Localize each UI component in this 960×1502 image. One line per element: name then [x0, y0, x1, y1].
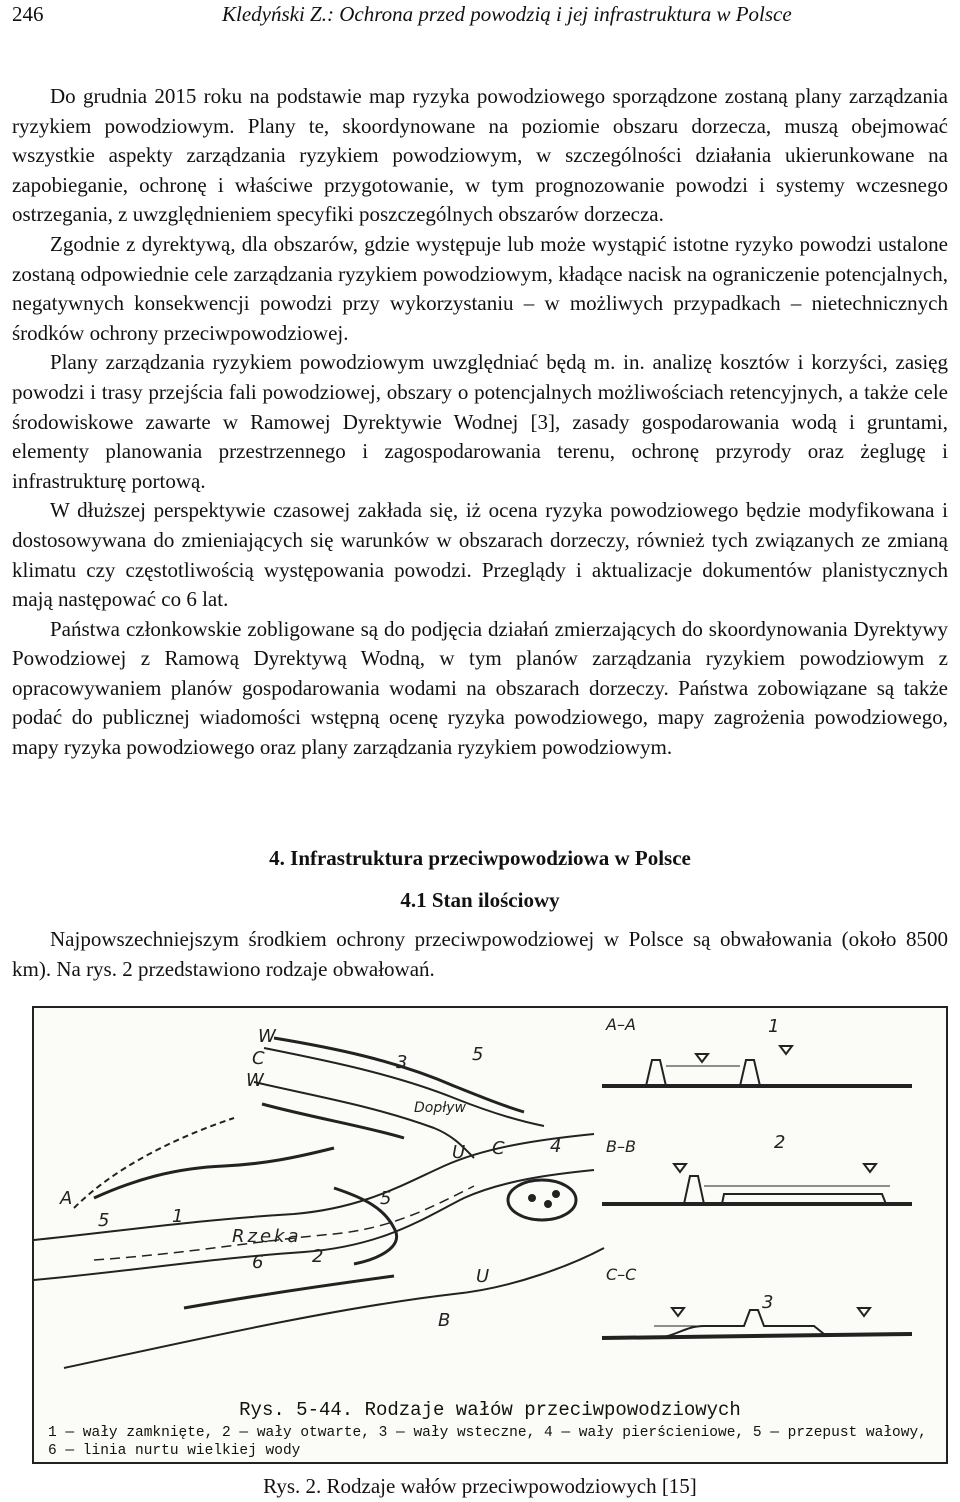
label-5: 5	[380, 1188, 392, 1209]
label-u: U	[452, 1142, 466, 1163]
section-number: 3	[762, 1292, 774, 1313]
levee-drawing	[34, 1008, 946, 1398]
paragraph: W dłuższej perspektywie czasowej zakłada się, iż ocena ryzyka powodziowego będzie modyfikowana i dostosowywana do zmieniających się warunków w obszarach dorzeczy, również tych związanych ze zmianą klimatu czy częstotliwością występowania powodzi. Przeglądy i aktualizacje dokumentów planistycznych mają następować co 6 lat.	[12, 498, 948, 612]
subsection-heading: 4.1 Stan ilościowy	[400, 888, 560, 912]
levee-open	[184, 1276, 394, 1308]
running-header	[12, 0, 948, 28]
label-2: 2	[312, 1246, 324, 1267]
section-label: C–C	[606, 1265, 637, 1284]
section-number: 1	[768, 1016, 780, 1037]
label-3: 3	[396, 1052, 408, 1073]
levee-closed	[94, 1148, 334, 1198]
label-5: 5	[98, 1210, 110, 1231]
ring-levee-house	[529, 1195, 535, 1201]
headings	[12, 838, 948, 922]
label-c: C	[252, 1048, 265, 1069]
ring-levee-house	[553, 1191, 559, 1197]
label-doplyw: Dopływ	[414, 1100, 466, 1116]
figure-caption: Rys. 2. Rodzaje wałów przeciwpowodziowych [15]	[263, 1474, 697, 1498]
section-text	[12, 924, 948, 984]
ring-levee-house	[545, 1201, 551, 1207]
levee-figure	[32, 1006, 948, 1464]
cross-section-b-b	[602, 1132, 912, 1204]
label-w: W	[258, 1026, 276, 1047]
ground-line	[602, 1176, 912, 1204]
label-w: W	[246, 1070, 264, 1091]
label-1: 1	[172, 1206, 184, 1227]
label-c: C	[492, 1138, 505, 1159]
section-hatch	[602, 1334, 912, 1338]
valley-edge-north	[74, 1118, 234, 1208]
ground-line	[602, 1060, 912, 1086]
label-rzeka: Rzeka	[232, 1226, 302, 1247]
ring-levee	[508, 1180, 576, 1220]
label-6: 6	[252, 1252, 264, 1273]
water-level-mark	[780, 1046, 792, 1054]
paragraph: Państwa członkowskie zobligowane są do podjęcia działań zmierzających do skoordynowania Dyrektywy Powodziowej z Ramową Dyrektywą Wodną, w tym planów zarządzania ryzykiem powodziowym z opracowywaniem planów gospodarowania wodami na obszarach dorzeczy. Państwa zobowiązane są także podać do publicznej wiadomości wstępną ocenę ryzyka powodziowego, mapy zagrożenia powodziowego, mapy ryzyka powodziowego oraz plany zarządzania ryzykiem powodziowym.	[12, 616, 948, 760]
levee-lines	[94, 1038, 524, 1308]
running-title: Kledyński Z.: Ochrona przed powodzią i jej infrastruktura w Polsce	[222, 1, 792, 26]
water-level-mark	[696, 1054, 708, 1062]
section-label: A–A	[606, 1015, 636, 1034]
body-text	[12, 82, 948, 763]
valley-edge-south	[64, 1248, 604, 1368]
label-4: 4	[550, 1136, 562, 1157]
figure-inner-legend: 1 — wały zamknięte, 2 — wały otwarte, 3 — wały wsteczne, 4 — wały pierścieniowe, 5 — przepust wałowy, 6 — linia nurtu wielkiej wody	[48, 1425, 927, 1459]
paragraph: Plany zarządzania ryzykiem powodziowym uwzględniać będą m. in. analizę kosztów i korzyści, zasięg powodzi i trasy przejścia fali powodziowej, obszary o potencjalnych możliwościach retencyjnych, a także cele środowiskowe zawarte w Ramowej Dyrektywie Wodnej [3], zasady gospodarowania wodą i gruntami, elementy planowania przestrzennego i zagospodarowania terenu, ochronę przyrody oraz żeglugę i infrastrukturę portową.	[12, 350, 948, 493]
water-level-mark	[674, 1164, 686, 1172]
label-a: A	[60, 1188, 73, 1209]
levee-backwater	[274, 1038, 524, 1112]
page-number: 246	[12, 1, 44, 26]
water-level-mark	[864, 1164, 876, 1172]
section-number: 2	[774, 1132, 786, 1153]
paragraph: Najpowszechniejszym środkiem ochrony przeciwpowodziowej w Polsce są obwałowania (około 8500 km). Na rys. 2 przedstawiono rodzaje obwałowań.	[12, 927, 948, 981]
cross-section-c-c	[602, 1265, 912, 1338]
paragraph: Do grudnia 2015 roku na podstawie map ryzyka powodziowego sporządzone zostaną plany zarządzania ryzykiem powodziowym. Plany te, skoordynowane na poziomie obszaru dorzecza, muszą obejmować wszystkie aspekty zarządzania ryzykiem powodziowym, w szczególności działania ukierunkowane na zapobieganie, ochronę i właściwe przygotowanie, w tym prognozowanie powodzi i systemy wczesnego ostrzegania, z uwzględnieniem specyfiki poszczególnych obszarów dorzecza.	[12, 84, 948, 227]
section-heading: 4. Infrastruktura przeciwpowodziowa w Polsce	[269, 846, 691, 870]
water-level-mark	[858, 1308, 870, 1316]
section-label: B–B	[606, 1137, 636, 1156]
water-level-mark	[672, 1308, 684, 1316]
label-5: 5	[472, 1044, 484, 1065]
figure-inner-caption: Rys. 5-44. Rodzaje wałów przeciwpowodziowych	[239, 1399, 741, 1421]
cross-section-a-a	[602, 1015, 912, 1086]
label-u: U	[476, 1266, 490, 1287]
levee-backwater-south	[262, 1104, 404, 1138]
paragraph: Zgodnie z dyrektywą, dla obszarów, gdzie występuje lub może wystąpić istotne ryzyko powodzi ustalone zostaną odpowiednie cele zarządzania ryzykiem powodziowym, kładące nacisk na ograniczenie potencjalnych, negatywnych konsekwencji powodzi przy wykorzystaniu – w możliwych przypadkach – nietechnicznych środków ochrony przeciwpowodziowej.	[12, 231, 948, 345]
label-b: B	[438, 1310, 451, 1331]
